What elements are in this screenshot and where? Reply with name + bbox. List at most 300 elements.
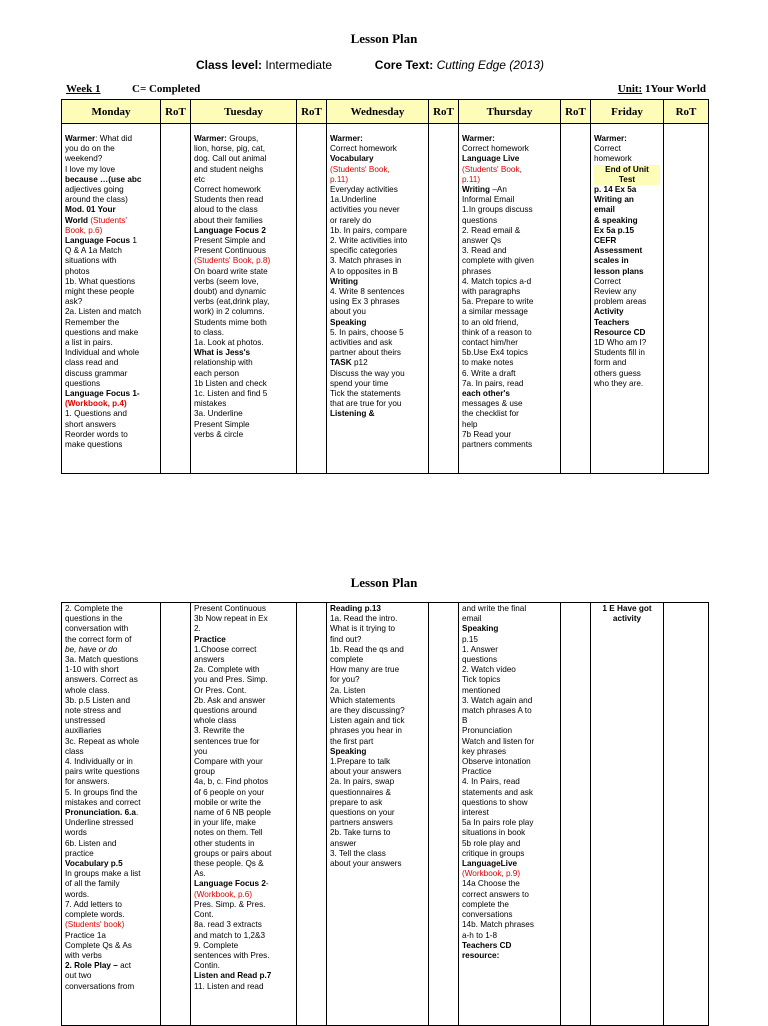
plan-line <box>330 144 425 154</box>
plan-line-text: Writing <box>330 276 359 286</box>
plan-line-text: Test <box>618 174 636 184</box>
plan-line-text: Correct <box>594 276 621 286</box>
plan-line-text: questions <box>462 655 498 665</box>
plan-line-text: whole class <box>194 716 237 726</box>
plan-line-text: you do on the <box>65 144 115 154</box>
plan-line <box>462 379 557 389</box>
plan-line-text: verbs (eat,drink play, <box>194 297 270 307</box>
plan-line <box>330 409 425 419</box>
plan-line <box>65 798 157 808</box>
plan-line <box>330 348 425 358</box>
plan-line-text: words. <box>65 889 90 899</box>
plan-line <box>330 675 425 685</box>
plan-line <box>330 604 425 614</box>
plan-line <box>194 839 293 849</box>
plan-line <box>330 358 425 368</box>
plan-line <box>194 348 293 358</box>
plan-line-text: and match to 1,2&3 <box>194 930 266 940</box>
plan-line-text: Speaking <box>330 317 367 327</box>
plan-line <box>330 256 425 266</box>
plan-line-text: What is it trying to <box>330 624 396 634</box>
plan-line-text: questions around <box>194 706 257 716</box>
plan-line <box>462 767 557 777</box>
plan-line <box>462 369 557 379</box>
plan-line-text: email <box>462 614 482 624</box>
plan-line <box>65 216 157 226</box>
plan-line-text: mistakes <box>194 399 227 409</box>
friday-plan <box>591 124 663 473</box>
plan-line-suffix: act <box>117 961 131 971</box>
plan-line-text: 1a.Underline <box>330 195 377 205</box>
plan-line-text: questions to show <box>462 797 528 807</box>
plan-line-text: relationship with <box>194 358 253 368</box>
plan-line-text: 1.Prepare to talk <box>330 757 391 767</box>
plan-line-text: 7. Add letters to <box>65 899 122 909</box>
plan-line <box>462 226 557 236</box>
monday-plan <box>62 124 160 473</box>
plan-line <box>194 635 293 645</box>
plan-line-text: 14a Choose the <box>462 879 520 889</box>
rot-cell <box>561 603 591 1026</box>
plan-line <box>594 307 660 317</box>
plan-line-text: Language Focus 2 <box>194 225 266 235</box>
plan-line <box>194 318 293 328</box>
plan-line-text: Warmer: <box>330 134 363 143</box>
plan-line <box>462 144 557 154</box>
plan-line <box>462 890 557 900</box>
plan-line-text: practice <box>65 848 94 858</box>
plan-line-text: Speaking <box>462 624 499 634</box>
plan-line <box>330 645 425 655</box>
plan-line <box>330 686 425 696</box>
plan-line-text: 9. Complete <box>194 940 239 950</box>
plan-line-text: class <box>65 746 84 756</box>
plan-line <box>65 675 157 685</box>
plan-line-text: Pres. Simp. & Pres. <box>194 899 266 909</box>
plan-line-text: p.15 <box>462 634 478 644</box>
plan-line-text: Correct <box>594 144 621 154</box>
plan-line <box>330 318 425 328</box>
plan-line <box>194 665 293 675</box>
plan-line <box>65 277 157 287</box>
plan-line-text: lesson plans <box>594 266 644 276</box>
monday-plan <box>62 603 160 1025</box>
unit-value: 1Your World <box>644 83 706 95</box>
book-reference: (Students' <box>90 215 127 225</box>
plan-line <box>65 369 157 379</box>
plan-line <box>194 185 293 195</box>
plan-line <box>594 369 660 379</box>
plan-line-text: interest <box>462 808 489 818</box>
plan-line <box>462 777 557 787</box>
plan-line <box>462 297 557 307</box>
plan-line-text: conversations <box>462 910 513 920</box>
plan-line <box>462 358 557 368</box>
plan-line <box>462 287 557 297</box>
plan-line-text: 2. Role Play – <box>65 961 118 971</box>
plan-line <box>194 216 293 226</box>
plan-line-text: How many are true <box>330 665 400 675</box>
plan-line <box>65 195 157 205</box>
plan-line-text: 4. Write 8 sentences <box>330 287 405 297</box>
plan-line <box>462 338 557 348</box>
plan-line-text: adjectives going <box>65 185 124 195</box>
plan-line-text: each person <box>194 368 240 378</box>
plan-line <box>194 307 293 317</box>
plan-line-text: key phrases <box>462 746 507 756</box>
header-friday: Friday <box>591 100 664 124</box>
plan-line <box>594 226 660 236</box>
plan-line <box>462 747 557 757</box>
plan-line-text: doubt) and dynamic <box>194 287 266 297</box>
plan-line-text: 1a. Read the intro. <box>330 614 398 624</box>
plan-line <box>330 706 425 716</box>
plan-line-text: notes on them. Tell <box>194 828 263 838</box>
plan-line-text: 1c. Listen and find 5 <box>194 389 268 399</box>
plan-line-text: 3. Read and <box>462 246 507 256</box>
plan-line-text: of all the family <box>65 879 120 889</box>
plan-line-text: these people. Qs & <box>194 859 264 869</box>
plan-line <box>65 849 157 859</box>
plan-line <box>65 144 157 154</box>
plan-line-text: to make notes <box>462 358 514 368</box>
plan-line <box>594 134 660 144</box>
plan-line-text: (Students' book) <box>65 920 125 930</box>
plan-line <box>330 788 425 798</box>
plan-line-text: answers. Correct as <box>65 675 138 685</box>
plan-line <box>462 920 557 930</box>
plan-line <box>462 440 557 450</box>
plan-line <box>594 154 660 164</box>
plan-line-text: Language Focus <box>65 236 131 246</box>
plan-line-text: 4. Match topics a-d <box>462 276 532 286</box>
plan-line-text: questions <box>65 378 101 388</box>
plan-line-text: 7b Read your <box>462 429 512 439</box>
plan-line <box>65 982 157 992</box>
plan-line <box>462 409 557 419</box>
plan-line-text: 5. In groups find the <box>65 787 138 797</box>
plan-line-text: find out? <box>330 634 362 644</box>
plan-line <box>194 287 293 297</box>
plan-line-text: etc <box>194 174 205 184</box>
plan-line-text: CEFR <box>594 236 617 246</box>
plan-line <box>194 859 293 869</box>
plan-line-text: questions in the <box>65 614 123 624</box>
plan-line-text: p.11) <box>462 174 481 184</box>
plan-line-text: with verbs <box>65 950 102 960</box>
plan-line-text: 2a. Complete with <box>194 665 260 675</box>
plan-line-text: mobile or write the <box>194 797 261 807</box>
plan-line-text: B <box>462 716 468 726</box>
plan-line-text: 2a. In pairs, swap <box>330 777 395 787</box>
plan-line-text: might these people <box>65 287 135 297</box>
plan-line-text: contact him/her <box>462 338 518 348</box>
plan-line <box>330 399 425 409</box>
plan-line <box>194 420 293 430</box>
plan-line-text: Assessment <box>594 246 643 256</box>
plan-line <box>462 910 557 920</box>
plan-line-suffix: p12 <box>351 358 368 368</box>
plan-line-text: Listening & <box>330 409 375 419</box>
plan-line-text: Vocabulary <box>330 154 374 164</box>
plan-line-text: complete words. <box>65 910 125 920</box>
plan-line <box>462 328 557 338</box>
plan-line-text: words <box>65 828 87 838</box>
plan-line <box>330 307 425 317</box>
plan-line-text: Review any <box>594 287 637 297</box>
plan-line-text: Tick the statements <box>330 389 401 399</box>
plan-line <box>65 348 157 358</box>
plan-line-text: discuss grammar <box>65 368 128 378</box>
plan-line-text: (Workbook, p.6) <box>194 889 253 899</box>
plan-line <box>194 879 293 889</box>
plan-line <box>462 757 557 767</box>
rot-cell <box>664 603 709 1026</box>
completed-key: C= Completed <box>132 83 201 95</box>
plan-line <box>194 798 293 808</box>
plan-line-text: other students in <box>194 838 255 848</box>
plan-line-text: 3a. Match questions <box>65 655 139 665</box>
plan-line-text: 5b.Use Ex4 topics <box>462 348 528 358</box>
plan-line <box>462 624 557 634</box>
plan-line <box>194 961 293 971</box>
plan-line-text: email <box>594 205 615 215</box>
plan-line <box>594 175 660 185</box>
plan-line <box>462 900 557 910</box>
plan-line <box>194 399 293 409</box>
plan-line-text: World <box>65 215 91 225</box>
plan-line-text: lion, horse, pig, cat, <box>194 144 265 154</box>
plan-line <box>594 144 660 154</box>
plan-line-text: 2. <box>194 624 201 634</box>
plan-line <box>65 165 157 175</box>
plan-line <box>462 348 557 358</box>
plan-line-text: questions and make <box>65 327 139 337</box>
plan-line <box>194 614 293 624</box>
plan-line-text: Reorder words to <box>65 429 128 439</box>
plan-line <box>330 267 425 277</box>
rot-cell <box>297 603 327 1026</box>
plan-line-text: about your answers <box>330 767 402 777</box>
plan-line <box>462 277 557 287</box>
plan-line-text: Practice <box>462 767 492 777</box>
plan-line-text: about your answers <box>330 859 402 869</box>
plan-line <box>462 808 557 818</box>
plan-line-text: Underline stressed <box>65 818 134 828</box>
plan-line-text: groups or pairs about <box>194 848 272 858</box>
plan-line <box>65 624 157 634</box>
plan-line <box>594 195 660 205</box>
plan-line <box>462 267 557 277</box>
plan-line-text: Teachers <box>594 317 630 327</box>
plan-line <box>462 185 557 195</box>
plan-line <box>462 737 557 747</box>
plan-line <box>330 828 425 838</box>
plan-line <box>462 236 557 246</box>
plan-line <box>194 828 293 838</box>
plan-line <box>330 379 425 389</box>
plan-line-text: are they discussing? <box>330 706 405 716</box>
plan-line-text: ask? <box>65 297 83 307</box>
plan-line <box>330 767 425 777</box>
plan-line <box>65 859 157 869</box>
plan-line <box>194 726 293 736</box>
plan-line <box>65 951 157 961</box>
plan-line-text: match phrases A to <box>462 706 532 716</box>
plan-line <box>194 645 293 655</box>
table-row <box>62 603 709 1026</box>
plan-line <box>330 655 425 665</box>
plan-line-text: a similar message <box>462 307 528 317</box>
plan-line <box>330 195 425 205</box>
plan-line-text: 2. Watch video <box>462 665 516 675</box>
rot-cell <box>429 124 459 474</box>
plan-line <box>462 307 557 317</box>
plan-line <box>65 379 157 389</box>
plan-line-text: answers <box>194 655 225 665</box>
plan-line-text: questions on your <box>330 808 395 818</box>
plan-line <box>194 195 293 205</box>
plan-line <box>65 696 157 706</box>
header-tuesday: Tuesday <box>191 100 297 124</box>
plan-line <box>330 175 425 185</box>
plan-line-text: mistakes and correct <box>65 797 141 807</box>
plan-line <box>462 849 557 859</box>
plan-line <box>330 716 425 726</box>
plan-line <box>65 154 157 164</box>
plan-line <box>462 879 557 889</box>
plan-line <box>194 277 293 287</box>
plan-line <box>194 328 293 338</box>
plan-line <box>330 635 425 645</box>
plan-line-text: 11. Listen and read <box>194 981 264 991</box>
plan-line-text: Practice <box>194 634 226 644</box>
plan-line <box>330 328 425 338</box>
plan-line-text: 5. In pairs, choose 5 <box>330 327 404 337</box>
plan-line-text: 2. Complete the <box>65 604 123 613</box>
plan-line <box>65 920 157 930</box>
plan-line-text: Teachers CD <box>462 940 512 950</box>
plan-line <box>594 216 660 226</box>
plan-line-text: TASK <box>330 358 352 368</box>
rot-cell <box>161 603 191 1026</box>
header-wednesday: Wednesday <box>327 100 429 124</box>
plan-line <box>330 798 425 808</box>
plan-line <box>194 747 293 757</box>
plan-line-text: prepare to ask <box>330 797 383 807</box>
plan-line <box>65 205 157 215</box>
plan-line-text: Present Continuous <box>194 246 266 256</box>
plan-line <box>194 369 293 379</box>
wednesday-plan <box>327 124 428 473</box>
tuesday-plan <box>191 603 296 1025</box>
plan-line <box>462 869 557 879</box>
plan-line-text: situations with <box>65 256 117 266</box>
plan-line-text: 1-10 with short <box>65 665 119 675</box>
plan-line <box>330 777 425 787</box>
table-header-row <box>62 100 709 124</box>
plan-line <box>594 267 660 277</box>
plan-line-text: pairs write questions <box>65 767 140 777</box>
plan-line <box>194 910 293 920</box>
plan-line <box>462 859 557 869</box>
plan-line <box>330 696 425 706</box>
plan-line-text: 1. Questions and <box>65 409 127 419</box>
plan-line-text: or rarely do <box>330 215 372 225</box>
plan-line-text: Practice 1a <box>65 930 106 940</box>
page-title: Lesson Plan <box>350 575 418 590</box>
plan-line-text: activities and ask <box>330 338 393 348</box>
plan-line <box>65 971 157 981</box>
plan-line <box>65 338 157 348</box>
plan-line <box>65 420 157 430</box>
plan-line <box>65 645 157 655</box>
plan-line <box>462 604 557 614</box>
plan-line <box>65 287 157 297</box>
plan-line <box>462 614 557 624</box>
plan-line-text: spend your time <box>330 378 389 388</box>
plan-line <box>194 696 293 706</box>
plan-line-text: Listen again and tick <box>330 716 405 726</box>
header-monday: Monday <box>62 100 161 124</box>
plan-line-text: others guess <box>594 368 641 378</box>
plan-line-text: Pronunciation. 6.a <box>65 808 136 818</box>
plan-line <box>194 430 293 440</box>
plan-line-text: Present Simple and <box>194 236 266 246</box>
plan-line <box>65 716 157 726</box>
plan-line-text: Watch and listen for <box>462 736 535 746</box>
plan-line <box>462 645 557 655</box>
plan-line-text: questionnaires & <box>330 787 391 797</box>
plan-line-text: Observe intonation <box>462 757 531 767</box>
plan-line-text: 3a. Underline <box>194 409 243 419</box>
plan-line <box>194 154 293 164</box>
plan-line-text: 2. Write activities into <box>330 236 408 246</box>
plan-line <box>194 624 293 634</box>
lesson-plan-table-week1 <box>61 99 709 474</box>
plan-line <box>462 389 557 399</box>
plan-line <box>462 951 557 961</box>
plan-line-text: partners answers <box>330 818 393 828</box>
plan-line-text: Present Simple <box>194 419 250 429</box>
plan-line-text: 3. Tell the class <box>330 848 386 858</box>
plan-line-text: 3b. p.5 Listen and <box>65 695 131 705</box>
plan-line <box>462 635 557 645</box>
plan-line-suffix: - <box>265 879 269 889</box>
plan-line-text: statements and ask <box>462 787 533 797</box>
plan-line <box>462 798 557 808</box>
plan-line-text: 1.Choose correct <box>194 644 257 654</box>
plan-line-text: work) in 2 columns. <box>194 307 265 317</box>
plan-line-text: Mod. 01 Your <box>65 205 116 215</box>
plan-line <box>330 165 425 175</box>
plan-line-text: to class. <box>194 327 225 337</box>
plan-line-text: conversation with <box>65 624 129 634</box>
plan-line <box>194 246 293 256</box>
plan-line-text: Individual and whole <box>65 348 140 358</box>
plan-line-text: of 6 people on your <box>194 787 265 797</box>
plan-line-text: Reading p.13 <box>330 604 381 613</box>
plan-line <box>462 430 557 440</box>
rot-cell <box>297 124 327 474</box>
plan-line-text: specific categories <box>330 246 398 256</box>
plan-line <box>65 604 157 614</box>
plan-line-text: What is Jess's <box>194 348 251 358</box>
plan-line-text: Listen and Read p.7 <box>194 971 272 981</box>
plan-line <box>194 849 293 859</box>
plan-line <box>65 328 157 338</box>
plan-line <box>65 635 157 645</box>
